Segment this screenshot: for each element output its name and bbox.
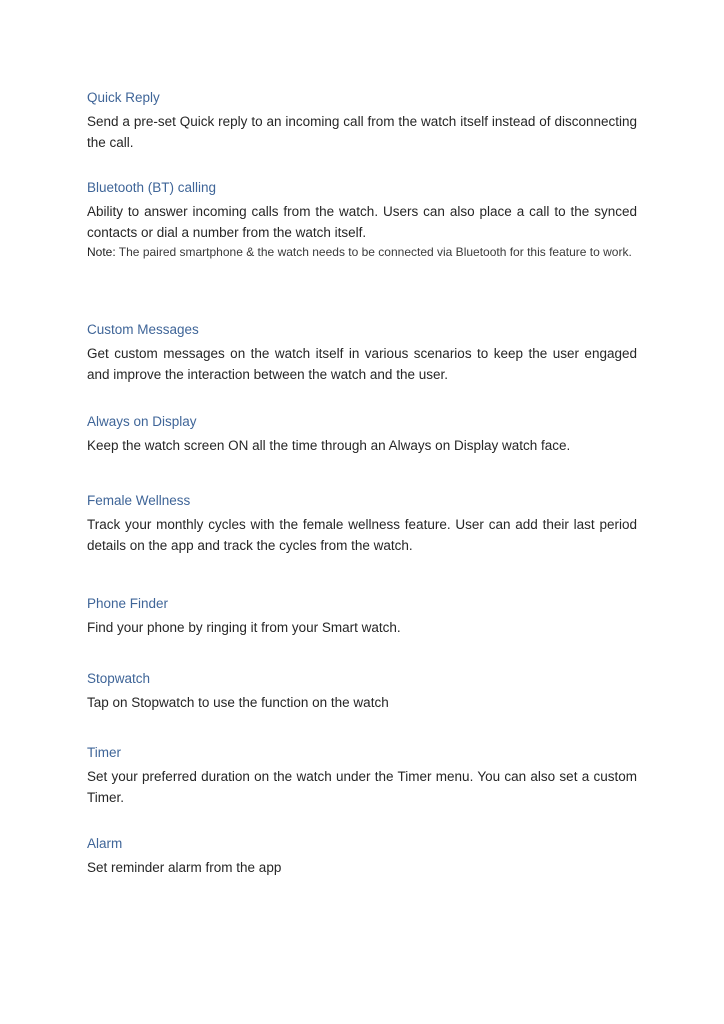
section-body: Track your monthly cycles with the female wellness feature. User can add their last period details on the app and track the cycles from the watch. xyxy=(87,517,637,553)
section-heading: Timer xyxy=(87,745,121,760)
section-body: Set your preferred duration on the watch under the Timer menu. You can also set a custom Timer. xyxy=(87,769,637,805)
section-heading: Always on Display xyxy=(87,414,197,429)
section-stopwatch xyxy=(87,671,637,713)
section-quick-reply xyxy=(87,90,637,153)
section-bluetooth-calling xyxy=(87,180,637,261)
section-heading: Alarm xyxy=(87,836,123,851)
note-label: Note: xyxy=(87,245,116,259)
section-custom-messages xyxy=(87,322,637,385)
section-alarm xyxy=(87,836,637,878)
section-always-on-display xyxy=(87,414,637,456)
section-heading: Custom Messages xyxy=(87,322,199,337)
section-heading: Quick Reply xyxy=(87,90,160,105)
section-heading: Phone Finder xyxy=(87,596,169,611)
section-body: Get custom messages on the watch itself in various scenarios to keep the user engaged and improve the interaction between the watch and the user. xyxy=(87,346,637,382)
section-phone-finder xyxy=(87,596,637,638)
section-body: Keep the watch screen ON all the time through an Always on Display watch face. xyxy=(87,438,571,453)
section-body: Send a pre-set Quick reply to an incoming call from the watch itself instead of disconnecting the call. xyxy=(87,114,637,150)
section-note xyxy=(87,243,637,261)
section-body: Set reminder alarm from the app xyxy=(87,860,282,875)
section-heading: Stopwatch xyxy=(87,671,151,686)
section-timer xyxy=(87,745,637,808)
section-female-wellness xyxy=(87,493,637,556)
section-body: Find your phone by ringing it from your Smart watch. xyxy=(87,620,401,635)
section-heading: Female Wellness xyxy=(87,493,191,508)
section-body: Ability to answer incoming calls from the watch. Users can also place a call to the synced contacts or dial a number from the watch itself. xyxy=(87,204,637,240)
section-heading: Bluetooth (BT) calling xyxy=(87,180,217,195)
note-text: The paired smartphone & the watch needs to be connected via Bluetooth for this feature to work. xyxy=(115,245,632,259)
section-body: Tap on Stopwatch to use the function on the watch xyxy=(87,695,389,710)
